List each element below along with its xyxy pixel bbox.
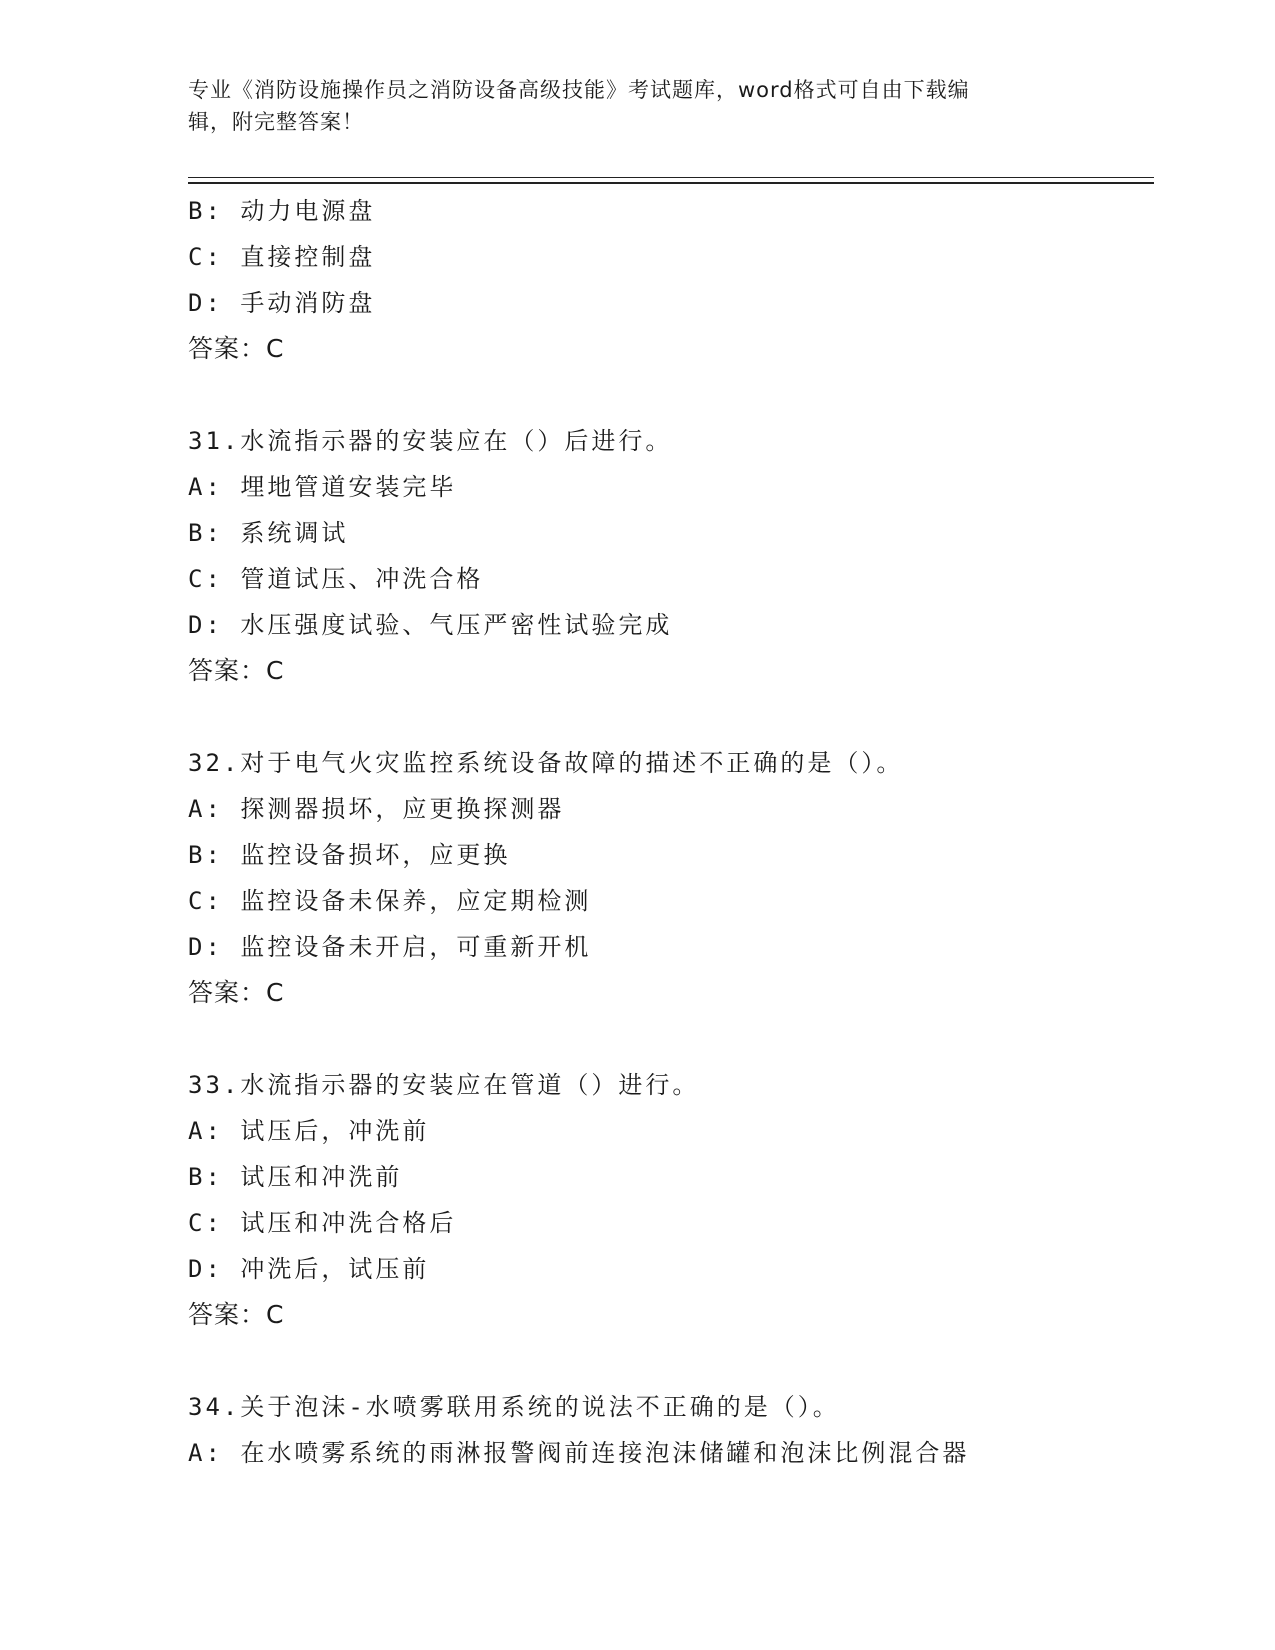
question-stem: 32.对于电气火灾监控系统设备故障的描述不正确的是（）。	[188, 749, 904, 777]
header-divider-thick	[188, 182, 1154, 184]
option-c: C: 试压和冲洗合格后	[188, 1209, 457, 1237]
option-d: D: 手动消防盘	[188, 289, 376, 317]
option-d: D: 监控设备未开启，可重新开机	[188, 933, 592, 961]
option-b: B: 动力电源盘	[188, 197, 376, 225]
question-block-30-continued	[188, 188, 1154, 372]
option-a: A: 探测器损坏，应更换探测器	[188, 795, 565, 823]
option-c: C: 直接控制盘	[188, 243, 376, 271]
option-c: C: 监控设备未保养，应定期检测	[188, 887, 592, 915]
question-stem: 33.水流指示器的安装应在管道（）进行。	[188, 1071, 700, 1099]
question-block-34	[188, 1384, 1154, 1476]
option-c: C: 管道试压、冲洗合格	[188, 565, 484, 593]
answer-line: 答案：C	[188, 656, 285, 685]
question-stem: 34.关于泡沫-水喷雾联用系统的说法不正确的是（）。	[188, 1393, 840, 1421]
answer-line: 答案：C	[188, 1300, 285, 1329]
option-d: D: 水压强度试验、气压严密性试验完成	[188, 611, 673, 639]
header-line-2: 辑，附完整答案！	[188, 110, 364, 134]
header-divider-thin	[188, 177, 1154, 178]
option-b: B: 监控设备损坏，应更换	[188, 841, 511, 869]
answer-line: 答案：C	[188, 334, 285, 363]
question-block-31	[188, 418, 1154, 694]
question-stem: 31.水流指示器的安装应在（）后进行。	[188, 427, 673, 455]
option-d: D: 冲洗后，试压前	[188, 1255, 430, 1283]
option-b: B: 系统调试	[188, 519, 349, 547]
question-block-32	[188, 740, 1154, 1016]
answer-line: 答案：C	[188, 978, 285, 1007]
option-b: B: 试压和冲洗前	[188, 1163, 403, 1191]
question-list	[188, 188, 1154, 1476]
header-line-1: 专业《消防设施操作员之消防设备高级技能》考试题库，word格式可自由下载编	[188, 78, 970, 102]
option-a: A: 试压后，冲洗前	[188, 1117, 430, 1145]
option-a: A: 在水喷雾系统的雨淋报警阀前连接泡沫储罐和泡沫比例混合器	[188, 1439, 970, 1467]
document-header	[188, 74, 1088, 138]
question-block-33	[188, 1062, 1154, 1338]
option-a: A: 埋地管道安装完毕	[188, 473, 457, 501]
